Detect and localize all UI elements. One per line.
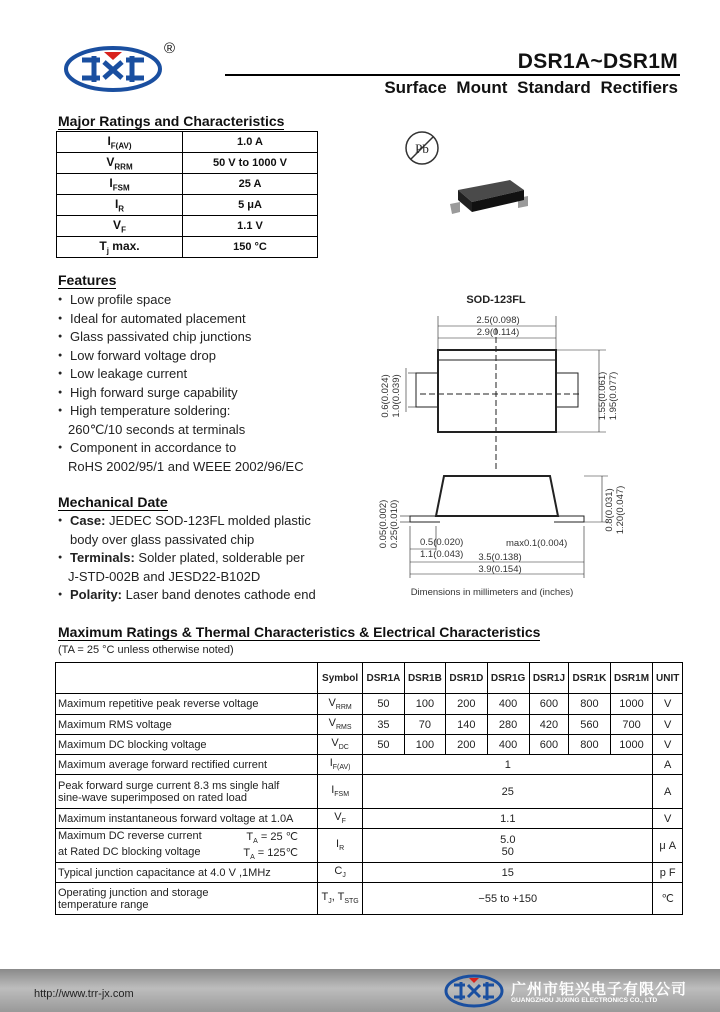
dim-label: 0.05(0.002) bbox=[378, 499, 389, 549]
table-row: Maximum RMS voltage $V_{RMS}$ 35 70 140 280 420 560 700 V bbox=[56, 715, 683, 735]
dim-label: 0.25(0.010) bbox=[389, 499, 400, 549]
column-header: DSR1K bbox=[569, 663, 610, 694]
dim-label: 1.1(0.043) bbox=[420, 549, 464, 560]
table-row: $V_{RRM}$ 50 V to 1000 V bbox=[57, 153, 318, 174]
dimensions-caption: Dimensions in millimeters and (inches) bbox=[410, 587, 574, 598]
table-row: Peak forward surge current 8.3 ms single half sine-wave superimposed on rated load $I_{FSM}$ 25 A bbox=[56, 775, 683, 809]
part-subtitle: Surface Mount Standard Rectifiers bbox=[384, 78, 678, 97]
registered-mark: ® bbox=[164, 40, 176, 57]
list-item: ● High forward surge capability bbox=[58, 384, 304, 403]
list-item: ● Glass passivated chip junctions bbox=[58, 328, 304, 347]
conditions-note: (TA = 25 °C unless otherwise noted) bbox=[58, 644, 234, 656]
table-row: Maximum DC reverse current $T_A = 25$ ℃ at Rated DC blocking voltage $T_A$ = 125℃ $I_R$ 5.0 50 μ A bbox=[56, 829, 683, 863]
list-item-continuation: RoHS 2002/95/1 and WEEE 2002/96/EC bbox=[68, 458, 304, 474]
table-row: $T_j$ max. 150 °C bbox=[57, 237, 318, 258]
features-list bbox=[58, 291, 304, 476]
company-name-cn: 广州市钜兴电子有限公司 bbox=[511, 981, 688, 998]
package-dimension-drawing bbox=[380, 288, 630, 608]
dim-label: 0.8(0.031) bbox=[604, 488, 615, 532]
package-image bbox=[448, 176, 530, 220]
column-header: Symbol bbox=[318, 663, 363, 694]
column-header: DSR1B bbox=[404, 663, 445, 694]
major-ratings-table bbox=[56, 131, 318, 258]
list-item: ● Low profile space bbox=[58, 291, 304, 310]
list-item: ● Case: JEDEC SOD-123FL molded plastic bbox=[58, 512, 316, 531]
list-item: ● Low forward voltage drop bbox=[58, 347, 304, 366]
dim-label: 2.5(0.098) bbox=[476, 315, 520, 326]
dim-label: 0.6(0.024) bbox=[380, 374, 391, 418]
table-row: Operating junction and storage temperature range $T_J$, $T_{STG}$ −55 to +150 ℃ bbox=[56, 883, 683, 915]
dim-label: 3.5(0.138) bbox=[478, 552, 522, 563]
features-heading: Features bbox=[58, 272, 117, 288]
table-header-row bbox=[56, 663, 683, 694]
table-row: Maximum average forward rectified current $I_{F(AV)}$ 1 A bbox=[56, 755, 683, 775]
dim-label: 3.9(0.154) bbox=[478, 564, 522, 575]
website-link[interactable]: http://www.trr-jx.com bbox=[34, 988, 134, 1000]
table-row: Typical junction capacitance at 4.0 V ,1MHz $C_J$ 15 p F bbox=[56, 863, 683, 883]
dim-label: max0.1(0.004) bbox=[506, 538, 568, 549]
column-header: DSR1M bbox=[610, 663, 653, 694]
table-row: $I_{FSM}$ 25 A bbox=[57, 174, 318, 195]
company-logo bbox=[64, 46, 162, 92]
major-ratings-heading: Major Ratings and Characteristics bbox=[58, 113, 285, 129]
characteristics-table bbox=[55, 662, 683, 915]
list-item-continuation: 260℃/10 seconds at terminals bbox=[68, 421, 246, 437]
list-item: ● Terminals: Solder plated, solderable per bbox=[58, 549, 316, 568]
dim-label: 1.95(0.077) bbox=[608, 371, 619, 421]
dim-label: 1.20(0.047) bbox=[615, 485, 626, 535]
column-header: DSR1J bbox=[529, 663, 569, 694]
table-row: $V_F$ 1.1 V bbox=[57, 216, 318, 237]
column-header: DSR1A bbox=[363, 663, 404, 694]
list-item: ● Low leakage current bbox=[58, 365, 304, 384]
package-name: SOD-123FL bbox=[466, 294, 526, 306]
column-header: UNIT bbox=[653, 663, 683, 694]
dim-label: 1.55(0.061) bbox=[597, 371, 608, 421]
footer-logo bbox=[444, 974, 504, 1008]
table-row: Maximum repetitive peak reverse voltage $V_{RRM}$ 50 100 200 400 600 800 1000 V bbox=[56, 694, 683, 715]
characteristics-heading: Maximum Ratings & Thermal Characteristics & Electrical Characteristics bbox=[58, 624, 541, 640]
header-rule bbox=[225, 74, 680, 76]
company-name-en: GUANGZHOU JUXING ELECTRONICS CO., LTD bbox=[511, 997, 658, 1004]
list-item: ● High temperature soldering: bbox=[58, 402, 304, 421]
lead-free-icon bbox=[404, 130, 440, 166]
column-header: DSR1D bbox=[446, 663, 487, 694]
list-item: ● Polarity: Laser band denotes cathode end bbox=[58, 586, 316, 605]
table-row: Maximum instantaneous forward voltage at 1.0A $V_F$ 1.1 V bbox=[56, 809, 683, 829]
list-item-continuation: J-STD-002B and JESD22-B102D bbox=[68, 568, 261, 584]
list-item: ● Ideal for automated placement bbox=[58, 310, 304, 329]
mechanical-list bbox=[58, 512, 316, 605]
list-item: ● Component in accordance to bbox=[58, 439, 304, 458]
dim-label: 0.5(0.020) bbox=[420, 537, 464, 548]
table-row: $I_R$ 5 μA bbox=[57, 195, 318, 216]
dim-label: 1.0(0.039) bbox=[391, 374, 402, 418]
column-header: DSR1G bbox=[487, 663, 529, 694]
table-row: $I_{F(AV)}$ 1.0 A bbox=[57, 132, 318, 153]
table-row: Maximum DC blocking voltage $V_{DC}$ 50 100 200 400 600 800 1000 V bbox=[56, 735, 683, 755]
list-item-continuation: body over glass passivated chip bbox=[70, 531, 255, 547]
dim-label: 2.9(0.114) bbox=[476, 327, 520, 338]
part-title: DSR1A~DSR1M bbox=[517, 50, 678, 73]
pb-label: Pb bbox=[415, 141, 429, 156]
mechanical-heading: Mechanical Date bbox=[58, 494, 168, 510]
